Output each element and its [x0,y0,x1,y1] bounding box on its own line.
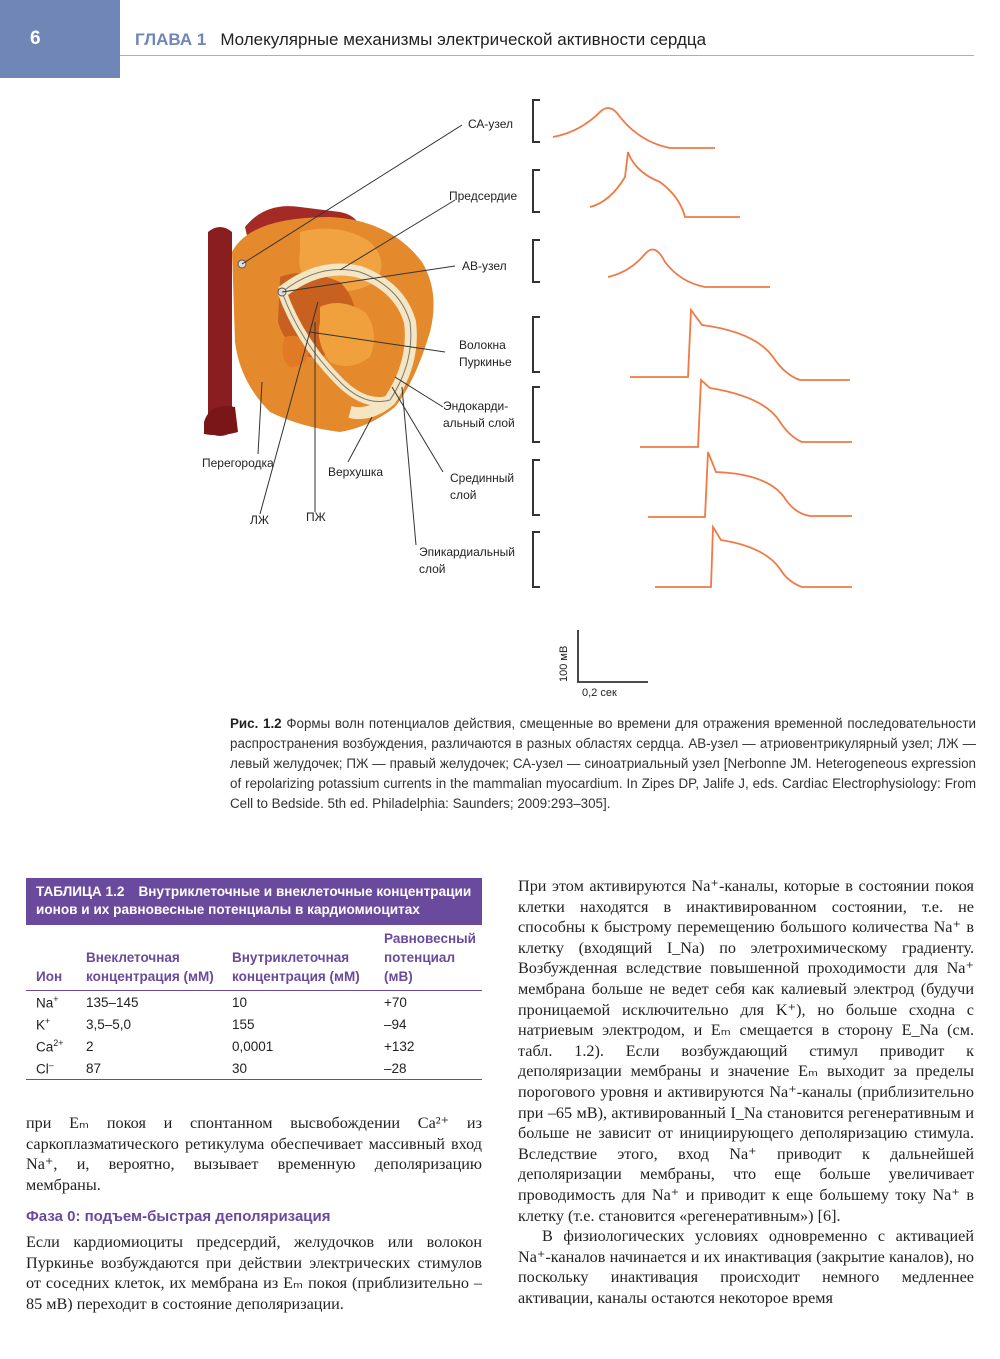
table-number: ТАБЛИЦА 1.2 [36,884,125,899]
trace-av-node [608,250,770,288]
table-row [26,1013,482,1035]
heart-illustration [190,82,870,702]
caption-text: Формы волн потенциалов действия, смещенные во времени для отражения временной последовательности распространения возбуждения, различаются в разных областях сердца. АВ-узел — атриовентрикулярный узел; ЛЖ — левый желудочек; ПЖ — правый желудочек; СА-узел — синоатриальный узел [Nerbonne JM. Heterogeneous expression of repolarizing potassium currents in the mammalian myocardium. In Zipes DP, Jalife J, eds. Cardiac Electrophysiology: From Cell to Bedside. 5th ed. Philadelphia: Saunders; 2009:293–305]. [230,716,976,811]
trace-midmyocardial [648,452,852,517]
label-lv: ЛЖ [250,513,269,527]
ion-cell [26,1057,76,1080]
body-paragraph: В физиологических условиях одновременно с активацией Na⁺-каналов начинается и их инактивация (закрытие каналов), но поскольку инактивация происходит немного медленнее активации, каналы остаются некоторое время [518,1227,974,1307]
eq-cell: –28 [384,1060,407,1076]
col-ion: Ион [36,969,63,984]
label-endocardial [443,398,515,432]
ion-table [26,925,482,1080]
ion-charge: + [53,993,59,1004]
label-atrium: Предсердие [449,189,518,203]
trace-atrium [590,152,740,217]
left-column-paragraph-2 [26,1232,482,1314]
page-number: 6 [30,28,41,49]
label-av-node: АВ-узел [462,259,507,273]
ion-symbol: Ca [36,1039,54,1055]
action-potential-traces [553,108,852,587]
col-intracellular: Внутриклеточная концентрация (мМ) [232,950,360,984]
label-epicardial [419,544,515,578]
eq-cell: +70 [384,994,407,1010]
trace-sa-node [553,108,715,148]
table-title: Внутриклеточные и внеклеточные концентрации ионов и их равновесные потенциалы в кардиомиоцитах [36,884,472,917]
section-heading-phase-0: Фаза 0: подъем-быстрая деполяризация [26,1208,331,1225]
ext-cell: 2 [86,1038,94,1054]
ion-charge: – [48,1059,54,1070]
scale-time: 0,2 сек [582,687,617,699]
ion-charge: + [45,1015,51,1026]
table-header-row [26,925,482,991]
table-title-bar [26,878,482,925]
label-midmyocardial-line2: слой [450,488,477,502]
ion-cell [26,1035,76,1057]
ion-symbol: Cl [36,1061,49,1077]
ext-cell: 87 [86,1060,102,1076]
ion-cell [26,1013,76,1035]
running-header [135,30,706,50]
ion-charge: 2+ [53,1037,64,1048]
label-midmyocardial [450,470,514,504]
ion-symbol: K [36,1017,46,1033]
header-rule [120,55,974,56]
scale-voltage: 100 мВ [558,645,570,682]
table-row [26,1057,482,1080]
int-cell: 155 [232,1016,255,1032]
int-cell: 0,0001 [232,1038,274,1054]
figure-1-2 [190,82,870,702]
trace-purkinje [630,310,850,380]
table-row [26,1035,482,1057]
label-purkinje-line2: Пуркинье [459,355,512,369]
table-row [26,991,482,1014]
table-1-2 [26,878,482,1080]
caption-label: Рис. 1.2 [230,716,282,731]
col-extracellular: Внеклеточная концентрация (мМ) [86,950,214,984]
left-column-paragraph-1 [26,1113,482,1195]
label-septum: Перегородка [202,456,274,470]
body-paragraph: при Eₘ покоя и спонтанном высвобождении Ca²⁺ из саркоплазматического ретикулума обеспечивает массивный вход Na⁺, и, вероятно, вызывает временную деполяризацию мембраны. [26,1114,482,1194]
body-paragraph: Если кардиомиоциты предсердий, желудочков или волокон Пуркинье возбуждаются при действии электрических стимулов от соседних клеток, их мембрана из Eₘ покоя (приблизительно –85 мВ) переходит в состояние деполяризации. [26,1233,482,1313]
trace-endocardial [640,380,852,447]
ext-cell: 135–145 [86,994,139,1010]
label-sa-node: СА-узел [468,117,514,131]
right-column-text [518,876,974,1308]
ext-cell: 3,5–5,0 [86,1016,132,1032]
scale-bar [578,630,648,682]
label-midmyocardial-line1: Срединный [450,471,515,485]
label-endocardial-line1: Эндокарди- [443,399,509,413]
label-rv: ПЖ [306,510,326,524]
col-equilibrium: Равновесный потенциал (мВ) [384,931,476,984]
figure-caption [230,714,976,814]
vena-cava [208,227,232,436]
chapter-title: Молекулярные механизмы электрической активности сердца [220,30,707,49]
eq-cell: –94 [384,1016,407,1032]
label-purkinje-line1: Волокна [459,338,506,352]
label-epicardial-line2: слой [419,562,446,576]
body-paragraph: При этом активируются Na⁺-каналы, которые в состоянии покоя клетки находятся в инактивированном состоянии, т.е. не способны к быстрому перемещению большого количества Na⁺ в клетку (входящий I_Na) по элетрохимическому градиенту. Возбужденная вследствие повышенной проходимости для Na⁺ мембрана больше не ведет себя как калиевый электрод (будучи проницаемой исключительно для K⁺), но больше сходна с натриевым электродом, и Eₘ смещается в сторону E_Na (см. табл. 1.2). Если возбуждающий стимул приводит к деполяризации мембраны и значение Eₘ выходит за пределы порогового уровня и активируются Na⁺-каналы (приблизительно при –65 мВ), активированный I_Na становится регенеративным и больше не зависит от инициирующего деполяризацию стимула. Вследствие этого, вход Na⁺ приводит к дальнейшей деполяризации мембраны, что еще больше увеличивает проводимость для Na⁺ и приводит к еще большему току Na⁺ в клетку (т.е. становится «регенеративным») [6]. [518,877,974,1225]
int-cell: 10 [232,994,248,1010]
label-endocardial-line2: альный слой [443,416,515,430]
ion-cell [26,991,76,1014]
chapter-label: ГЛАВА 1 [135,30,207,49]
int-cell: 30 [232,1060,248,1076]
ion-symbol: Na [36,995,54,1011]
label-purkinje [459,337,512,371]
label-apex: Верхушка [328,465,384,479]
eq-cell: +132 [384,1038,415,1054]
page-number-tab [0,0,120,78]
label-epicardial-line1: Эпикардиальный [419,545,515,559]
trace-epicardial [655,527,852,587]
